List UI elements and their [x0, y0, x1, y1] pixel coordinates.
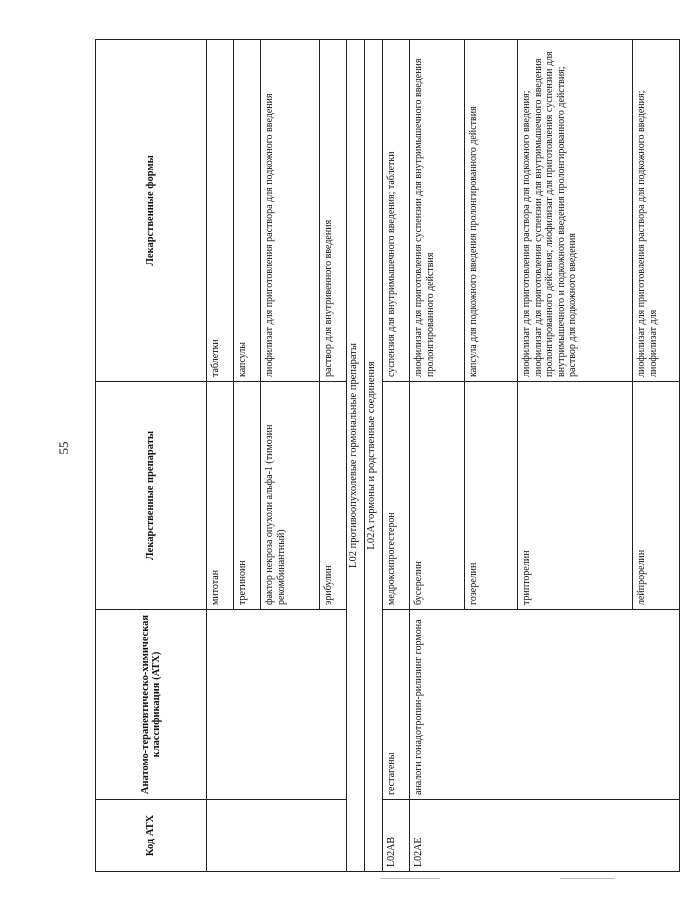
- section-row: [347, 40, 365, 872]
- form-cell: таблетки: [207, 40, 234, 382]
- form-cell: лиофилизат для приготовления суспензии для внутримышечного введения пролонгированного действия: [410, 40, 465, 382]
- header-forms: Лекарственные формы: [96, 40, 207, 382]
- form-cell: раствор для внутривенного введения: [320, 40, 347, 382]
- header-drugs: Лекарственные препараты: [96, 382, 207, 610]
- form-cell: лиофилизат для приготовления раствора для подкожного введения; лиофилизат для приготовления суспензии для внутримышечного введения пролонгированного действия; лиофилизат для приготовления суспензии для внутримышечного и подкожного введения пролонгированного действия; раствор для подкожного введения: [518, 40, 633, 382]
- scan-artifact-line: [560, 878, 615, 879]
- table-row: [410, 40, 465, 872]
- drug-cell: фактор некроза опухоли альфа-1 (тимозин рекомбинантный): [261, 382, 320, 610]
- drug-cell: гозерелин: [465, 382, 518, 610]
- drug-cell: эрибулин: [320, 382, 347, 610]
- drug-cell: третиноин: [234, 382, 261, 610]
- drug-table: [95, 39, 680, 872]
- drug-cell: медроксипрогестерон: [383, 382, 410, 610]
- form-cell: суспензия для внутримышечного введения; таблетки: [383, 40, 410, 382]
- code-cell: L02AE: [410, 800, 680, 872]
- drug-cell: митотан: [207, 382, 234, 610]
- table-row: [207, 40, 234, 872]
- section-row: [365, 40, 383, 872]
- classification-cell: аналоги гонадотропин-рилизинг гормона: [410, 610, 680, 800]
- section-heading-l02: L02 противоопухолевые гормональные препараты: [347, 40, 365, 872]
- drug-cell: трипторелин: [518, 382, 633, 610]
- header-row: [96, 40, 207, 872]
- form-cell: капсулы: [234, 40, 261, 382]
- drug-cell: лейпрорелин: [633, 382, 680, 610]
- form-cell: лиофилизат для приготовления раствора для подкожного введения: [261, 40, 320, 382]
- header-classification: Анатомо-терапевтическо-химическая классификация (АТХ): [96, 610, 207, 800]
- code-cell: [207, 800, 347, 872]
- rotated-table-frame: [95, 40, 659, 872]
- code-cell: L02AB: [383, 800, 410, 872]
- scan-artifact-line: [380, 878, 440, 879]
- header-code: Код АТХ: [96, 800, 207, 872]
- section-heading-l02a: L02A гормоны и родственные соединения: [365, 40, 383, 872]
- drug-cell: бусерелин: [410, 382, 465, 610]
- classification-cell: гестагены: [383, 610, 410, 800]
- form-cell: лиофилизат для приготовления раствора для подкожного введения; лиофилизат для: [633, 40, 680, 382]
- form-cell: капсула для подкожного введения пролонгированного действия: [465, 40, 518, 382]
- table-row: [383, 40, 410, 872]
- classification-cell: [207, 610, 347, 800]
- page-number: 55: [56, 441, 71, 455]
